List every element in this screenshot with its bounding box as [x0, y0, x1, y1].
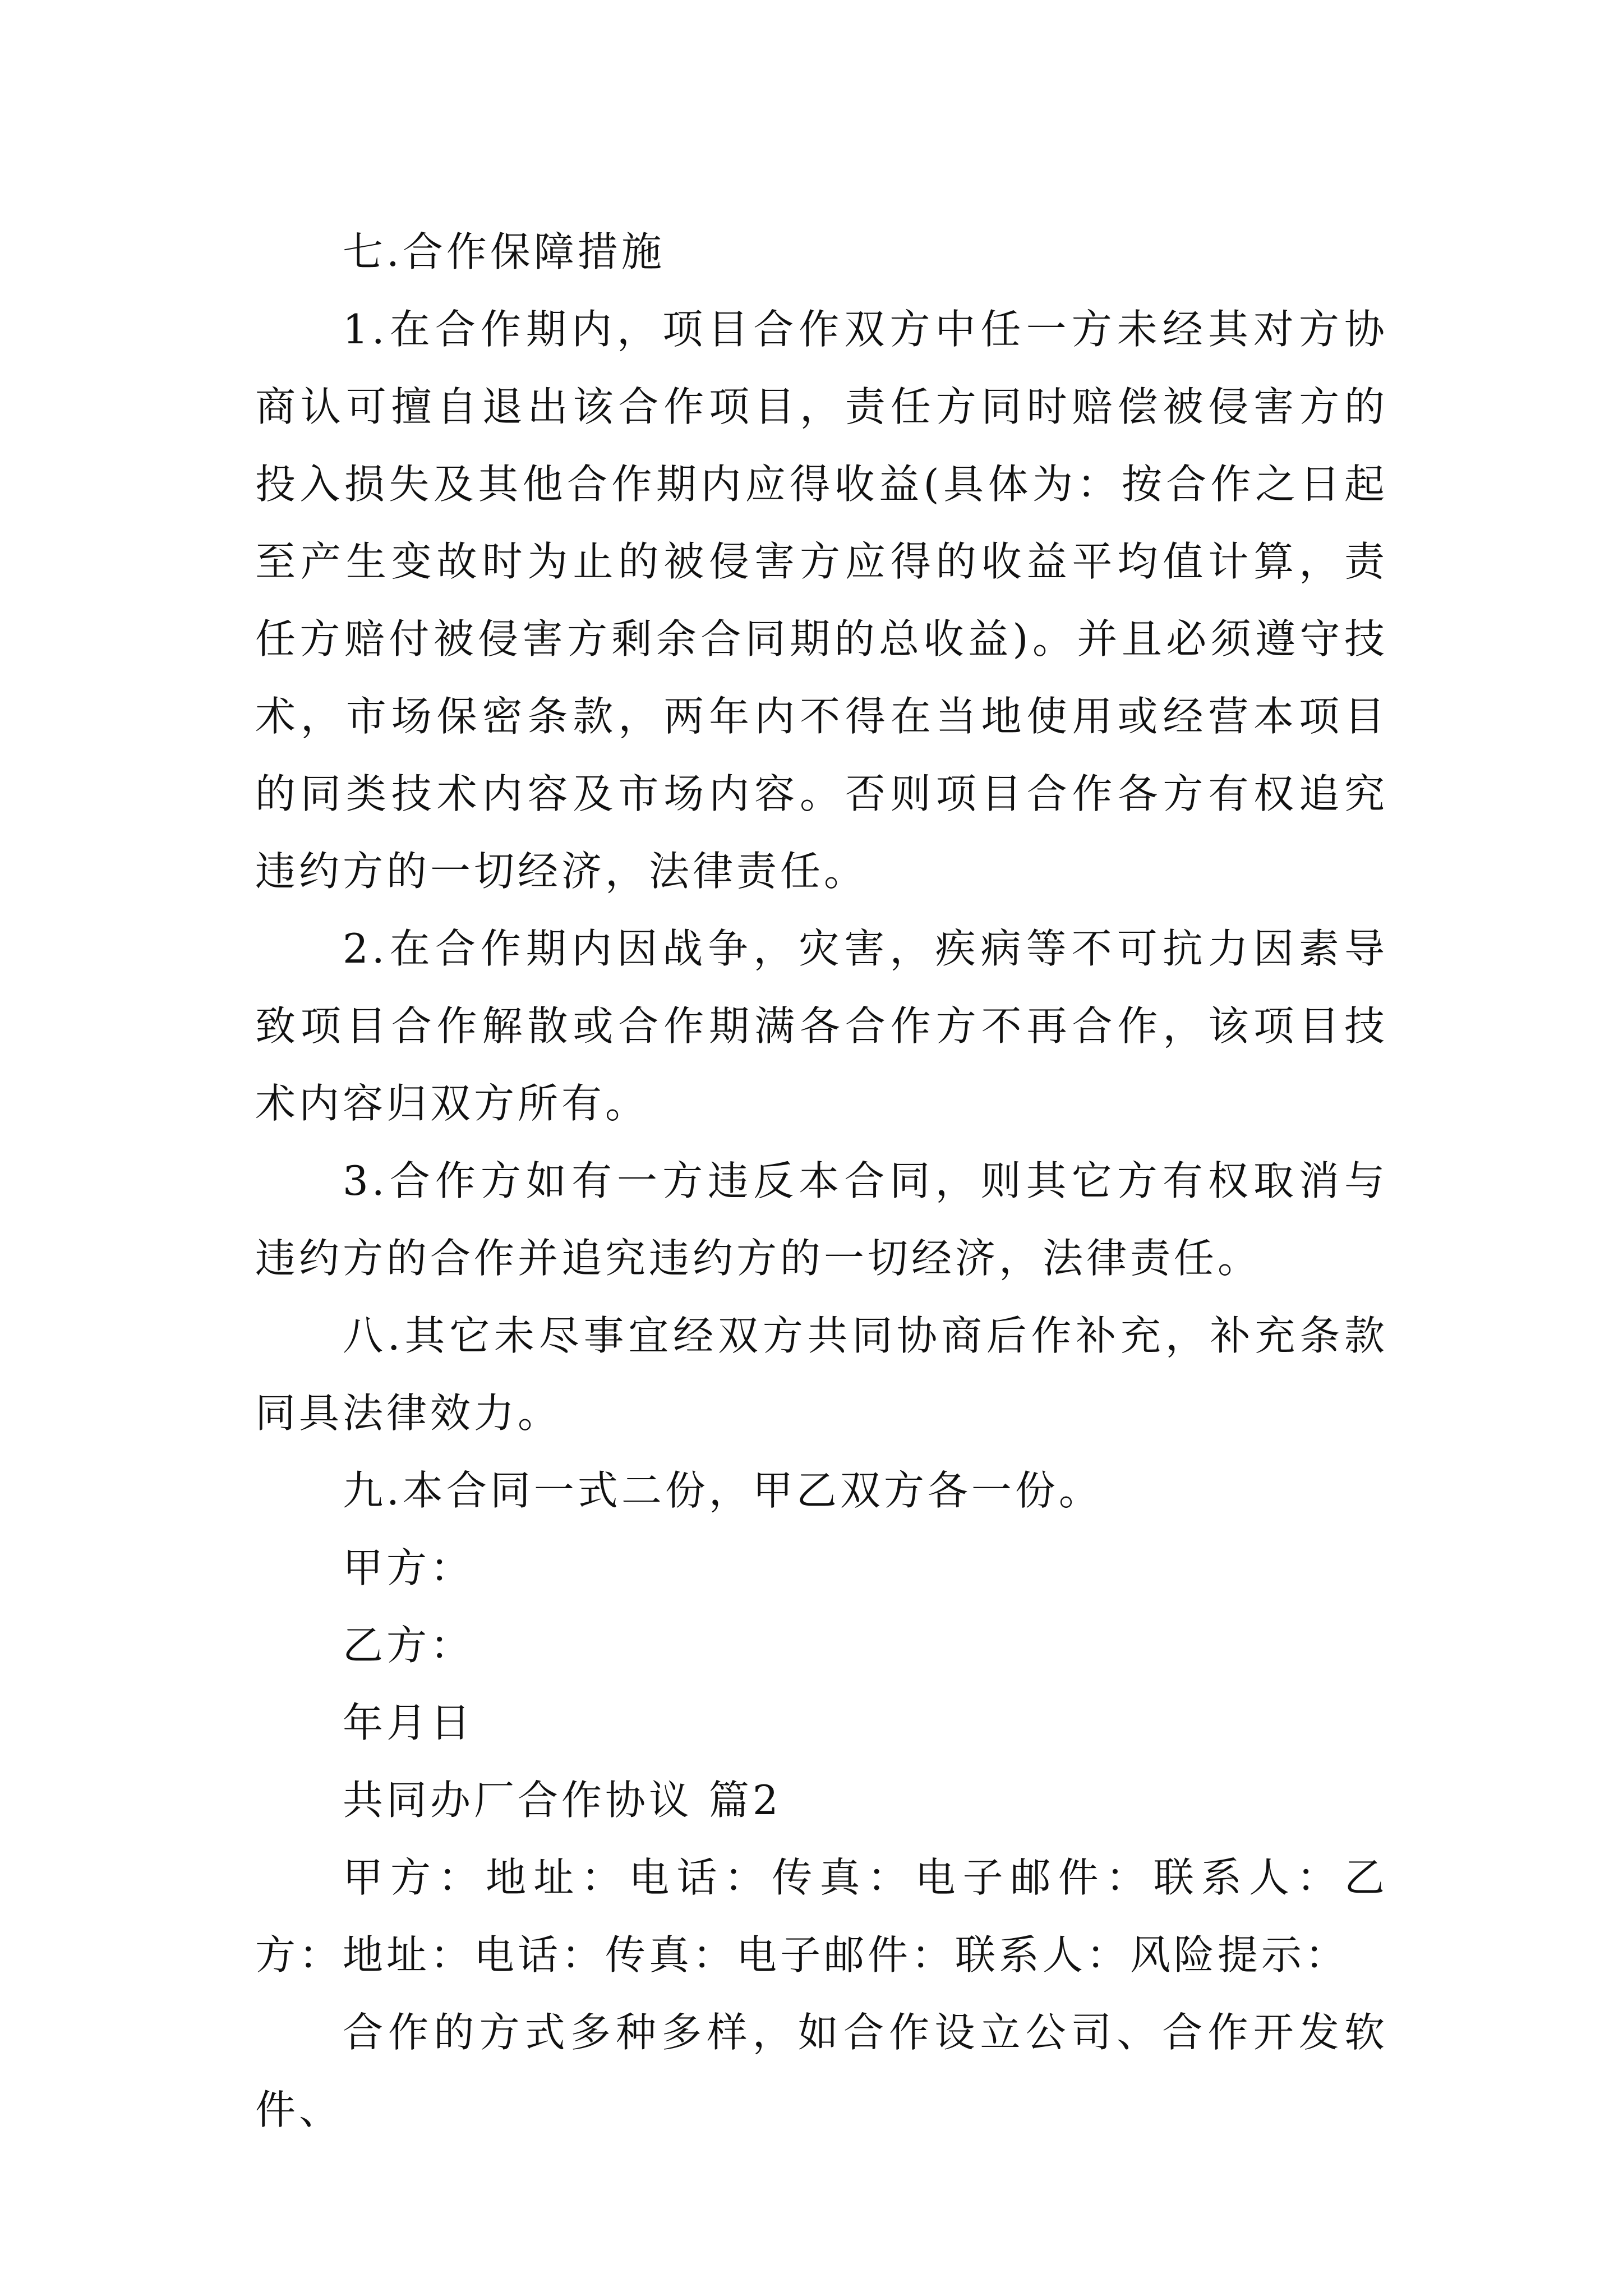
- clause-3-paragraph: 3.合作方如有一方违反本合同，则其它方有权取消与违约方的合作并追究违约方的一切经济，法律责任。: [255, 1157, 1388, 1282]
- document-body: [255, 213, 1388, 2148]
- parties-info-paragraph: 甲方：地址：电话：传真：电子邮件：联系人：乙方：地址：电话：传真：电子邮件：联系人：风险提示：: [255, 1854, 1388, 1978]
- agreement-title: 共同办厂合作协议 篇2: [343, 1777, 782, 1824]
- section-8-paragraph: 八.其它未尽事宜经双方共同协商后作补充，补充条款同具法律效力。: [255, 1312, 1388, 1437]
- section-heading-guarantee: 七.合作保障措施: [343, 228, 665, 275]
- party-a-label: 甲方：: [343, 1544, 474, 1591]
- party-b-label: 乙方：: [343, 1622, 474, 1669]
- clause-2-paragraph: 2.在合作期内因战争，灾害，疾病等不可抗力因素导致项目合作解散或合作期满各合作方不再合作，该项目技术内容归双方所有。: [255, 925, 1388, 1127]
- section-9-paragraph: 九.本合同一式二份，甲乙双方各一份。: [343, 1467, 1103, 1514]
- clause-1-paragraph: 1.在合作期内，项目合作双方中任一方未经其对方协商认可擅自退出该合作项目，责任方同时赔偿被侵害方的投入损失及其他合作期内应得收益(具体为：按合作之日起至产生变故时为止的被侵害方应得的收益平均值计算，责任方赔付被侵害方剩余合同期的总收益)。并且必须遵守技术，市场保密条款，两年内不得在当地使用或经营本项目的同类技术内容及市场内容。否则项目合作各方有权追究违约方的一切经济，法律责任。: [255, 306, 1388, 895]
- cooperation-methods-paragraph: 合作的方式多种多样，如合作设立公司、合作开发软件、: [255, 2009, 1388, 2133]
- date-label: 年月日: [343, 1699, 474, 1746]
